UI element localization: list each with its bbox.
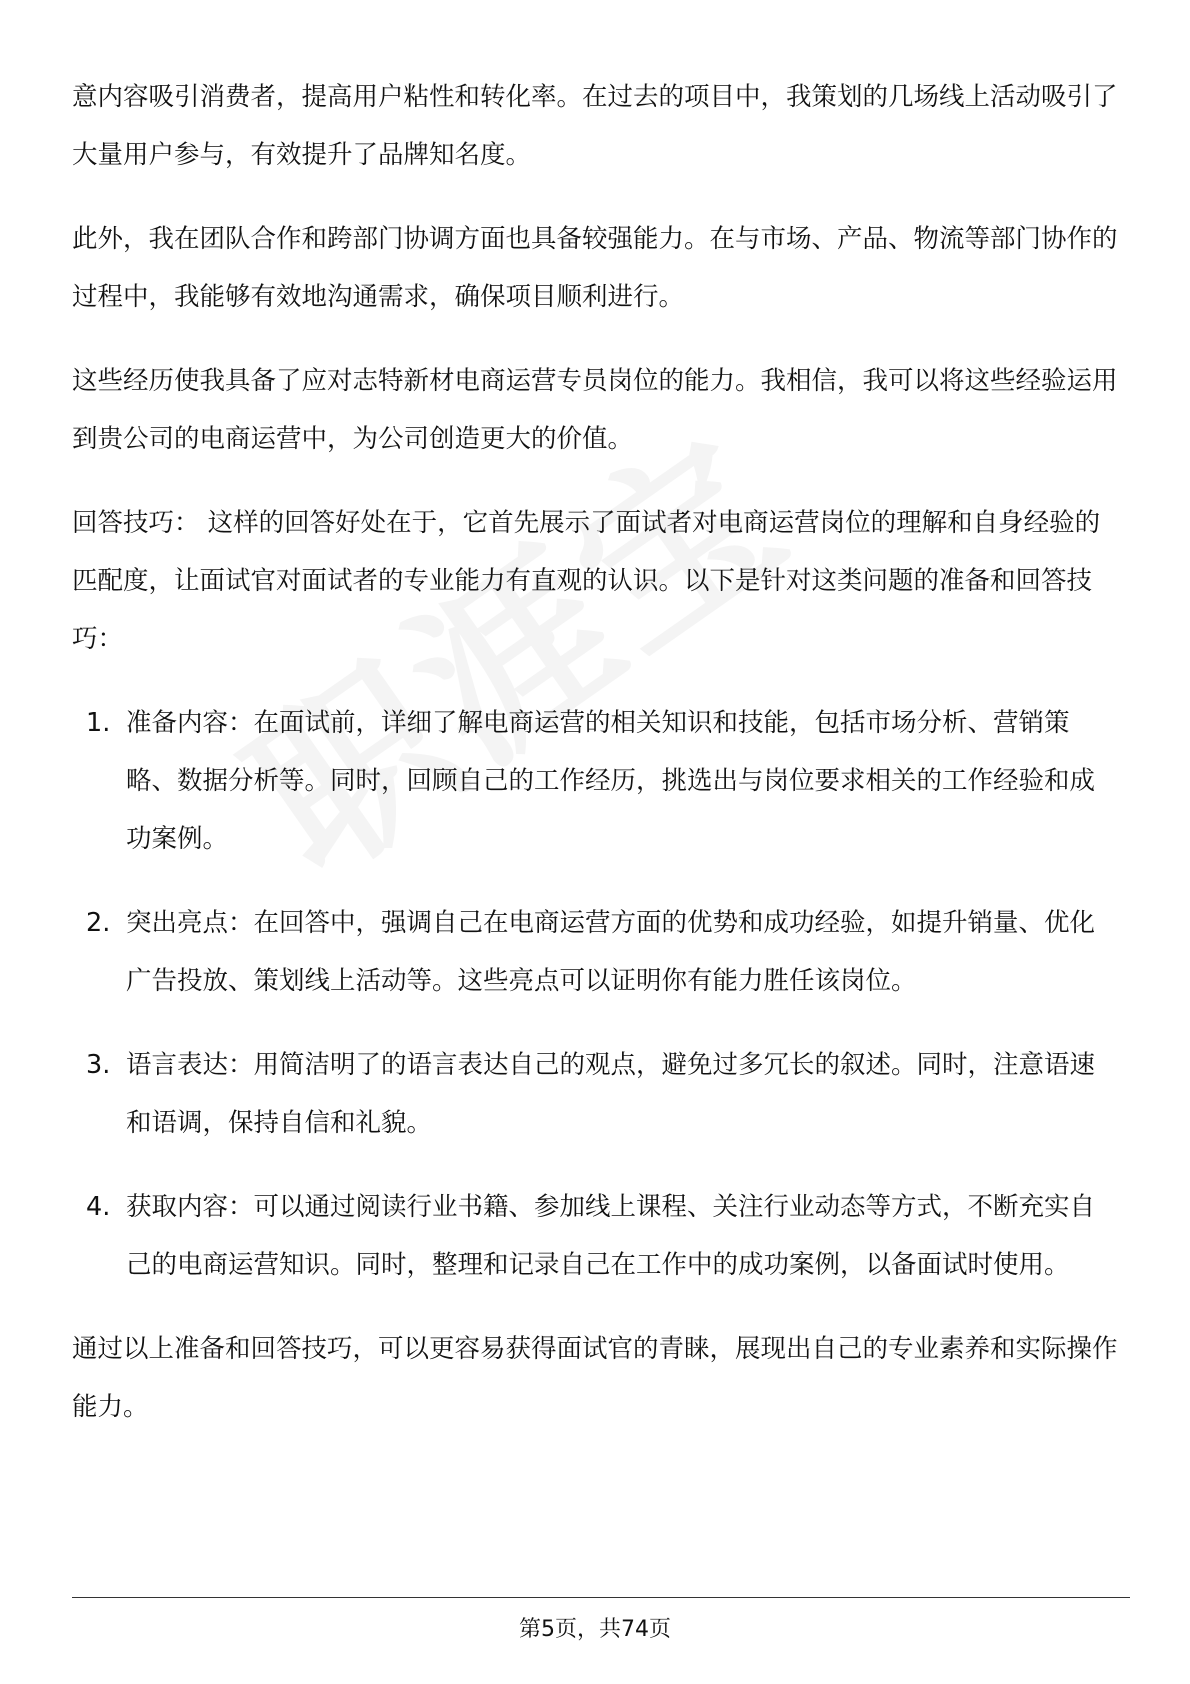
- list-item: [72, 694, 1120, 868]
- paragraph-answer-tips: 回答技巧： 这样的回答好处在于，它首先展示了面试者对电商运营岗位的理解和自身经验的匹配度，让面试官对面试者的专业能力有直观的认识。以下是针对这类问题的准备和回答技巧：: [72, 508, 1101, 654]
- paragraph-teamwork: 此外，我在团队合作和跨部门协调方面也具备较强能力。在与市场、产品、物流等部门协作的过程中，我能够有效地沟通需求，确保项目顺利进行。: [72, 224, 1118, 312]
- list-item: [72, 1036, 1120, 1152]
- paragraph-intro-continued: 意内容吸引消费者，提高用户粘性和转化率。在过去的项目中，我策划的几场线上活动吸引了大量用户参与，有效提升了品牌知名度。: [72, 82, 1118, 170]
- page-number: 第5页，共74页: [519, 1617, 671, 1642]
- list-item-text: 语言表达：用简洁明了的语言表达自己的观点，避免过多冗长的叙述。同时，注意语速和语调，保持自信和礼貌。: [126, 1050, 1096, 1138]
- footer-divider: [72, 1597, 1130, 1598]
- paragraph-experience-summary: 这些经历使我具备了应对志特新材电商运营专员岗位的能力。我相信，我可以将这些经验运用到贵公司的电商运营中，为公司创造更大的价值。: [72, 366, 1118, 454]
- list-item-text: 获取内容：可以通过阅读行业书籍、参加线上课程、关注行业动态等方式，不断充实自己的电商运营知识。同时，整理和记录自己在工作中的成功案例，以备面试时使用。: [126, 1192, 1096, 1280]
- list-item-number: 4.: [86, 1192, 111, 1222]
- document-body: [72, 68, 1120, 1462]
- list-item-text: 突出亮点：在回答中，强调自己在电商运营方面的优势和成功经验，如提升销量、优化广告投放、策划线上活动等。这些亮点可以证明你有能力胜任该岗位。: [126, 908, 1096, 996]
- list-item: [72, 894, 1120, 1010]
- list-item-text: 准备内容：在面试前，详细了解电商运营的相关知识和技能，包括市场分析、营销策略、数据分析等。同时，回顾自己的工作经历，挑选出与岗位要求相关的工作经验和成功案例。: [126, 708, 1096, 854]
- paragraph-conclusion: 通过以上准备和回答技巧，可以更容易获得面试官的青睐，展现出自己的专业素养和实际操作能力。: [72, 1334, 1118, 1422]
- list-item-number: 3.: [86, 1050, 111, 1080]
- tips-list: [72, 694, 1120, 1294]
- list-item-number: 2.: [86, 908, 111, 938]
- list-item: [72, 1178, 1120, 1294]
- list-item-number: 1.: [86, 708, 111, 738]
